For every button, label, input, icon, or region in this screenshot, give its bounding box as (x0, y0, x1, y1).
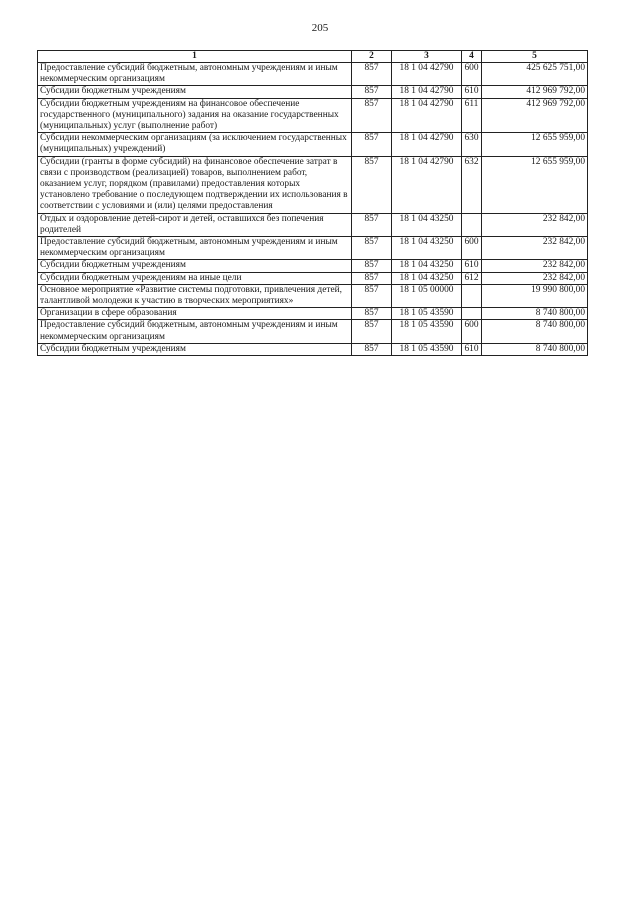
header-col-csr: 3 (392, 51, 462, 63)
row-csr: 18 1 04 43250 (392, 213, 462, 236)
row-grbs: 857 (352, 272, 392, 284)
row-name: Предоставление субсидий бюджетным, автономным учреждениям и иным некоммерческим организациям (38, 63, 352, 86)
row-csr: 18 1 05 43590 (392, 343, 462, 355)
row-name: Субсидии бюджетным учреждениям (38, 343, 352, 355)
table-row (38, 308, 588, 320)
row-sum: 232 842,00 (482, 213, 588, 236)
row-vr: 610 (462, 86, 482, 98)
header-col-grbs: 2 (352, 51, 392, 63)
row-csr: 18 1 04 42790 (392, 86, 462, 98)
row-grbs: 857 (352, 308, 392, 320)
row-grbs: 857 (352, 86, 392, 98)
row-vr: 610 (462, 260, 482, 272)
row-sum: 232 842,00 (482, 237, 588, 260)
row-sum: 412 969 792,00 (482, 98, 588, 133)
row-vr: 600 (462, 237, 482, 260)
row-csr: 18 1 04 43250 (392, 272, 462, 284)
table-row (38, 86, 588, 98)
row-name: Предоставление субсидий бюджетным, автономным учреждениям и иным некоммерческим организациям (38, 237, 352, 260)
row-csr: 18 1 05 00000 (392, 284, 462, 307)
row-vr (462, 308, 482, 320)
row-name: Субсидии бюджетным учреждениям (38, 260, 352, 272)
table-row (38, 343, 588, 355)
table-row (38, 63, 588, 86)
row-sum: 8 740 800,00 (482, 343, 588, 355)
table-row (38, 133, 588, 156)
row-vr (462, 213, 482, 236)
row-vr: 630 (462, 133, 482, 156)
row-vr: 600 (462, 320, 482, 343)
row-name: Субсидии некоммерческим организациям (за исключением государственных (муниципальных) учреждений) (38, 133, 352, 156)
row-sum: 12 655 959,00 (482, 133, 588, 156)
row-csr: 18 1 04 42790 (392, 98, 462, 133)
row-vr (462, 284, 482, 307)
row-csr: 18 1 05 43590 (392, 320, 462, 343)
row-sum: 425 625 751,00 (482, 63, 588, 86)
header-col-vr: 4 (462, 51, 482, 63)
row-grbs: 857 (352, 133, 392, 156)
row-grbs: 857 (352, 156, 392, 213)
row-sum: 232 842,00 (482, 260, 588, 272)
row-name: Субсидии бюджетным учреждениям на иные цели (38, 272, 352, 284)
row-name: Предоставление субсидий бюджетным, автономным учреждениям и иным некоммерческим организациям (38, 320, 352, 343)
row-sum: 8 740 800,00 (482, 320, 588, 343)
row-vr: 600 (462, 63, 482, 86)
row-grbs: 857 (352, 284, 392, 307)
row-sum: 412 969 792,00 (482, 86, 588, 98)
row-vr: 612 (462, 272, 482, 284)
row-sum: 12 655 959,00 (482, 156, 588, 213)
row-name: Отдых и оздоровление детей-сирот и детей, оставшихся без попечения родителей (38, 213, 352, 236)
row-sum: 232 842,00 (482, 272, 588, 284)
table-header-row (38, 51, 588, 63)
table-row (38, 320, 588, 343)
row-grbs: 857 (352, 98, 392, 133)
row-vr: 610 (462, 343, 482, 355)
table-row (38, 272, 588, 284)
row-csr: 18 1 04 42790 (392, 63, 462, 86)
row-csr: 18 1 04 42790 (392, 133, 462, 156)
row-csr: 18 1 04 43250 (392, 260, 462, 272)
row-csr: 18 1 04 43250 (392, 237, 462, 260)
row-grbs: 857 (352, 260, 392, 272)
header-col-name: 1 (38, 51, 352, 63)
row-csr: 18 1 05 43590 (392, 308, 462, 320)
row-grbs: 857 (352, 213, 392, 236)
page-number: 205 (311, 22, 329, 34)
table-row (38, 284, 588, 307)
row-name: Организации в сфере образования (38, 308, 352, 320)
row-vr: 611 (462, 98, 482, 133)
row-grbs: 857 (352, 343, 392, 355)
table-row (38, 98, 588, 133)
row-grbs: 857 (352, 63, 392, 86)
table-row (38, 213, 588, 236)
row-name: Субсидии (гранты в форме субсидий) на финансовое обеспечение затрат в связи с производством (реализацией) товаров, выполнением работ, оказанием услуг, порядком (правилами) предоставления которых установлено требование о последующем подтверждении их использования в соответствии с условиями и (или) целями предоставления (38, 156, 352, 213)
budget-table (37, 50, 588, 356)
table-row (38, 260, 588, 272)
row-sum: 8 740 800,00 (482, 308, 588, 320)
row-name: Основное мероприятие «Развитие системы подготовки, привлечения детей, талантливой молодежи к участию в творческих мероприятиях» (38, 284, 352, 307)
header-col-sum: 5 (482, 51, 588, 63)
row-name: Субсидии бюджетным учреждениям на финансовое обеспечение государственного (муниципального) задания на оказание государственных (муниципальных) услуг (выполнение работ) (38, 98, 352, 133)
row-csr: 18 1 04 42790 (392, 156, 462, 213)
table-row (38, 237, 588, 260)
row-grbs: 857 (352, 237, 392, 260)
row-sum: 19 990 800,00 (482, 284, 588, 307)
row-name: Субсидии бюджетным учреждениям (38, 86, 352, 98)
row-vr: 632 (462, 156, 482, 213)
row-grbs: 857 (352, 320, 392, 343)
table-row (38, 156, 588, 213)
